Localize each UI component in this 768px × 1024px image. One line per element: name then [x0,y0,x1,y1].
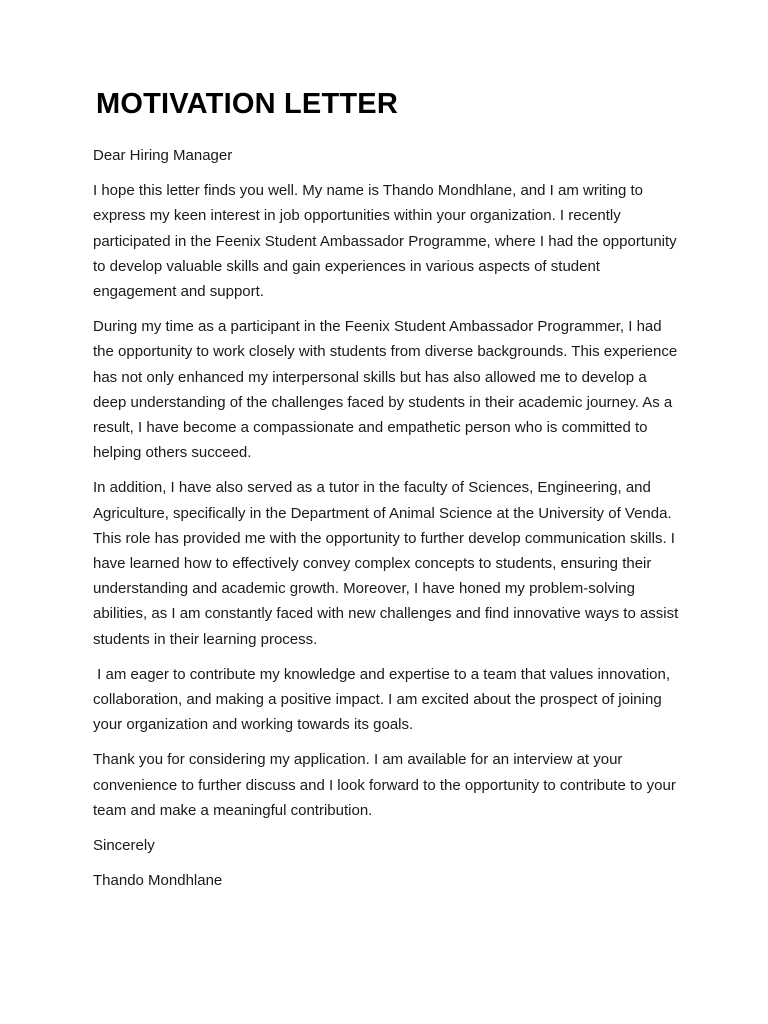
signature-name: Thando Mondhlane [93,872,223,890]
paragraph-contribution: I am eager to contribute my knowledge and expertise to a team that values innovation, collaboration, and making a positive impact. I am excited about the prospect of joining your organization and working towards its goals. [93,665,675,734]
paragraph-tutor-experience: In addition, I have also served as a tutor in the faculty of Sciences, Engineering, and Agriculture, specifically in the Department of Animal Science at the University of Venda. This role has provided me with the opportunity to further develop communication skills. I have learned how to effectively convey complex concepts to students, ensuring their understanding and academic growth. Moreover, I have honed my problem-solving abilities, as I am constantly faced with new challenges and find innovative ways to assist students in their learning process. [93,479,683,648]
paragraph-thanks: Thank you for considering my application. I am available for an interview at your convenience to further discuss and I look forward to the opportunity to contribute to your team and make a meaningful contribution. [93,751,681,819]
paragraph-ambassador-experience: During my time as a participant in the Feenix Student Ambassador Programmer, I had the opportunity to work closely with students from diverse backgrounds. This experience has not only enhanced my interpersonal skills but has also allowed me to develop a deep understanding of the challenges faced by students in their academic journey. As a result, I have become a compassionate and empathetic person who is committed to helping others succeed. [93,318,682,462]
paragraph-intro: I hope this letter finds you well. My name is Thando Mondhlane, and I am writing to express my keen interest in job opportunities within your organization. I recently participated in the Feenix Student Ambassador Programme, where I had the opportunity to develop valuable skills and gain experiences in various aspects of student engagement and support. [93,182,681,301]
closing: Sincerely [93,837,155,855]
salutation: Dear Hiring Manager [93,147,233,164]
page-title: MOTIVATION LETTER [96,88,398,120]
letter-body [93,143,683,903]
